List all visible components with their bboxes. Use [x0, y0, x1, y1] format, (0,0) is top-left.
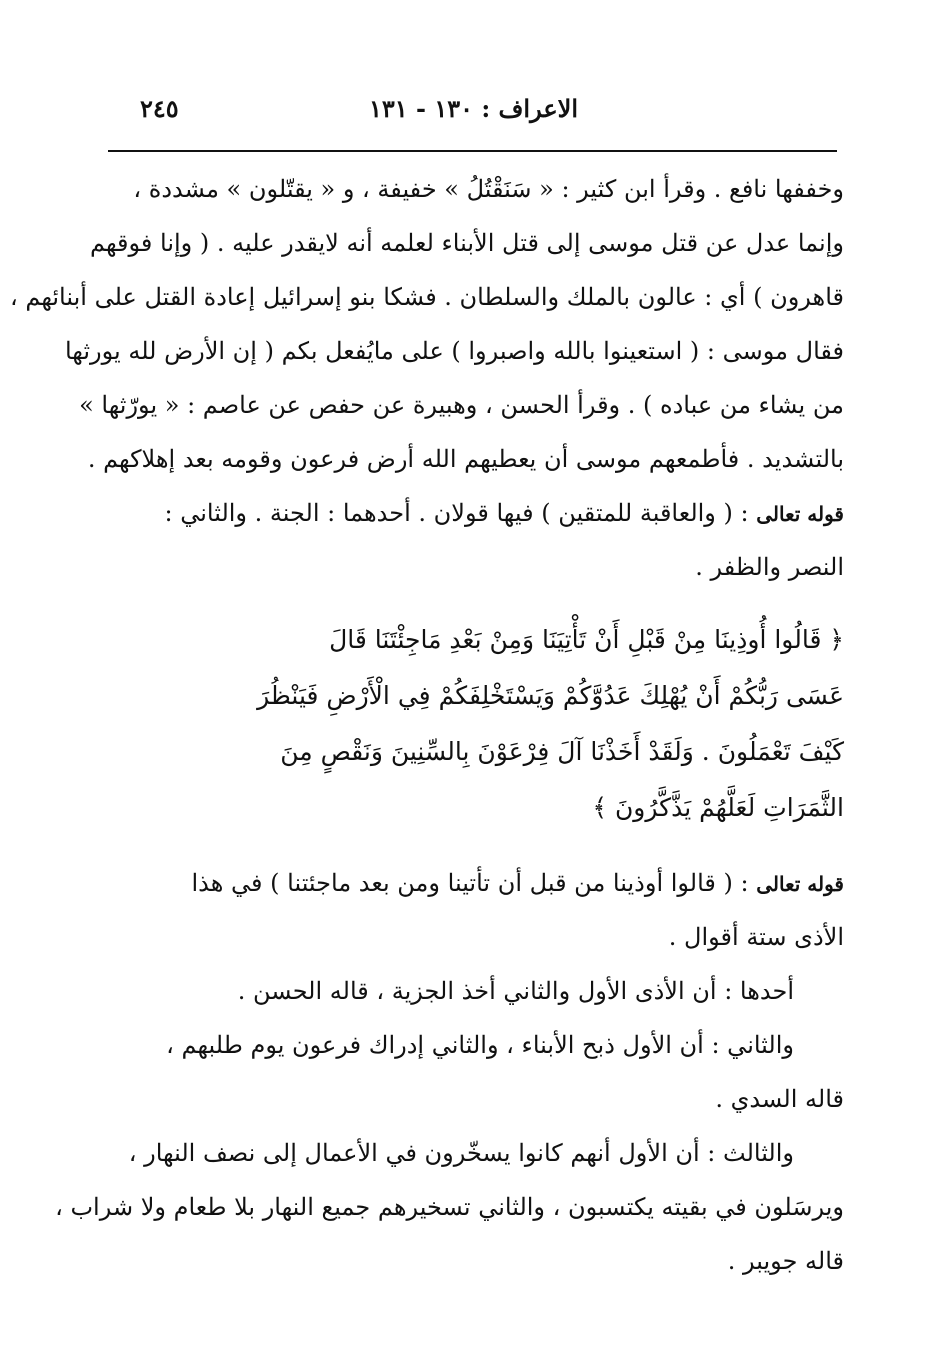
text-line-6: بالتشديد . فأطمعهم موسى أن يعطيهم الله أرض فرعون وقومه بعد إهلاكهم . [87, 445, 844, 473]
text-line-4: فقال موسى : ( استعينوا بالله واصبروا ) على مايُفعل بكم ( إن الأرض لله يورثها [64, 337, 844, 365]
text-line-11: أحدها : أن الأذى الأول والثاني أخذ الجزية ، قاله الحسن . [237, 977, 794, 1005]
quran-verse-block [108, 612, 844, 836]
text-line-9 [108, 856, 844, 910]
text-line-15: ويرسَلون في بقيته يكتسبون ، والثاني تسخيرهم جميع النهار بلا طعام ولا شراب ، [55, 1193, 844, 1221]
text-line-3: قاهرون ) أي : عالون بالملك والسلطان . فشكا بنو إسرائيل إعادة القتل على أبنائهم ، [9, 283, 844, 311]
text-line-13: قاله السدي . [715, 1085, 844, 1113]
lead-phrase-1: قوله تعالى [756, 502, 844, 526]
text-line-9-rest: : ( قالوا أوذينا من قبل أن تأتينا ومن بعد ماجئتنا ) في هذا [191, 869, 749, 897]
body-text [9, 162, 844, 1288]
page-number: ٢٤٥ [140, 94, 179, 123]
text-line-10: الأذى ستة أقوال . [668, 923, 844, 951]
text-line-5: من يشاء من عباده ) . وقرأ الحسن ، وهبيرة عن حفص عن عاصم : « يورّثها » [79, 391, 844, 419]
text-line-8: النصر والظفر . [695, 553, 844, 581]
running-header [110, 94, 837, 134]
verse-line-4: الثَّمَرَاتِ لَعَلَّهُمْ يَذَّكَّرُونَ ﴾ [592, 793, 844, 822]
text-line-14: والثالث : أن الأول أنهم كانوا يسخّرون في الأعمال إلى نصف النهار ، [128, 1139, 794, 1167]
text-line-7-rest: : ( والعاقبة للمتقين ) فيها قولان . أحدهما : الجنة . والثاني : [164, 499, 749, 527]
header-rule [108, 150, 837, 152]
verse-line-1: ﴿ قَالُوا أُوذِينَا مِنْ قَبْلِ أَنْ تَأْتِيَنَا وَمِنْ بَعْدِ مَاجِئْتَنَا قَالَ [329, 625, 844, 654]
verse-line-3: كَيْفَ تَعْمَلُونَ . وَلَقَدْ أَخَذْنَا آلَ فِرْعَوْنَ بِالسِّنِينَ وَنَقْصٍ مِنَ [280, 737, 844, 766]
text-line-16: قاله جويبر . [727, 1247, 844, 1275]
text-line-12: والثاني : أن الأول ذبح الأبناء ، والثاني إدراك فرعون يوم طلبهم ، [166, 1031, 794, 1059]
text-line-2: وإنما عدل عن قتل موسى إلى قتل الأبناء لعلمه أنه لايقدر عليه . ( وإنا فوقهم [90, 229, 844, 257]
text-line-1: وخففها نافع . وقرأ ابن كثير : « سَنَقْتُلُ » خفيفة ، و « يقتّلون » مشددة ، [133, 175, 844, 203]
text-line-7 [108, 486, 844, 540]
verse-line-2: عَسَى رَبُّكُمْ أَنْ يُهْلِكَ عَدُوَّكُمْ وَيَسْتَخْلِفَكُمْ فِي الْأَرْضِ فَيَنْظُرَ [257, 681, 844, 710]
lead-phrase-2: قوله تعالى [756, 872, 844, 896]
header-title: الاعراف : ١٣٠ - ١٣١ [368, 94, 579, 123]
